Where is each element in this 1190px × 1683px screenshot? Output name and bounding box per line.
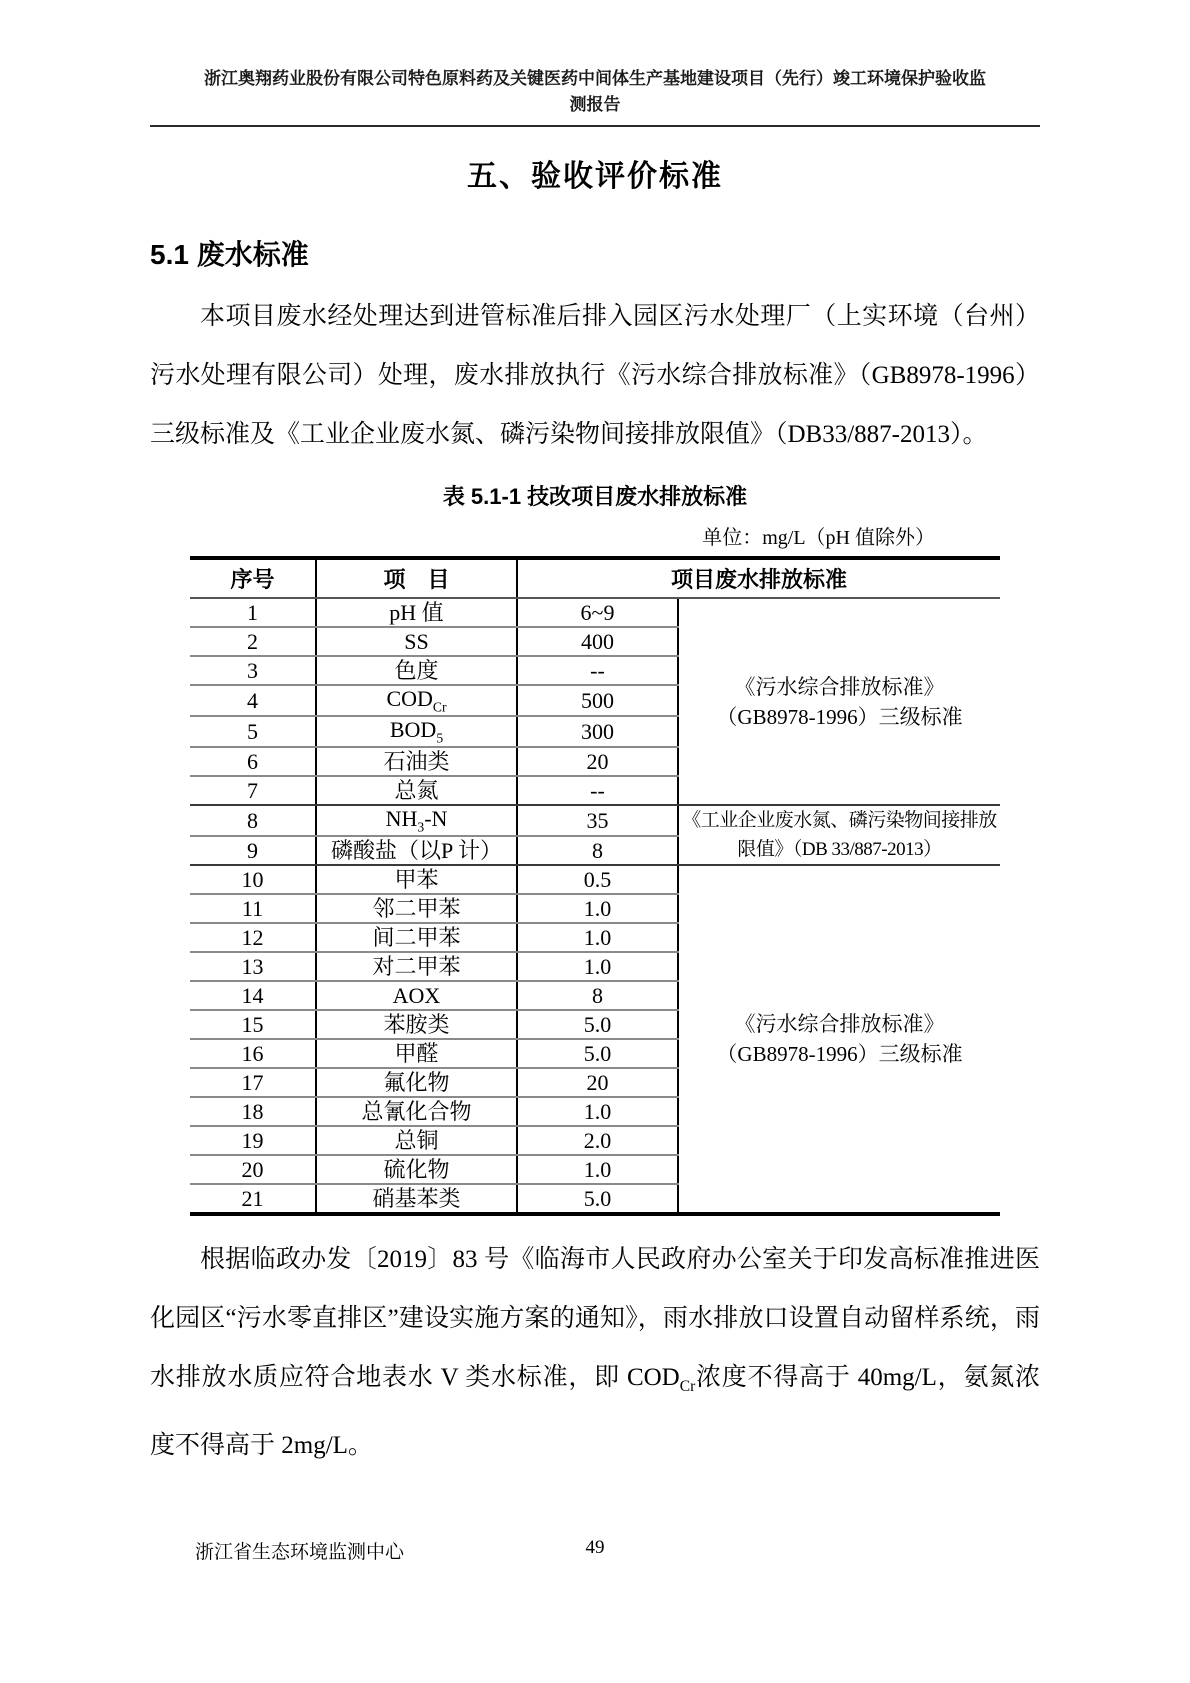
row-item-cell: 硫化物 xyxy=(316,1155,517,1184)
row-no-cell: 19 xyxy=(190,1126,316,1155)
row-item-cell: SS xyxy=(316,627,517,656)
row-no-cell: 1 xyxy=(190,598,316,627)
wastewater-standards-table xyxy=(190,556,1000,1216)
row-item-cell: 磷酸盐（以P 计） xyxy=(316,836,517,865)
row-no-cell: 15 xyxy=(190,1010,316,1039)
row-item-cell: 色度 xyxy=(316,656,517,685)
row-value-cell: 6~9 xyxy=(517,598,678,627)
row-no-cell: 8 xyxy=(190,805,316,836)
row-value-cell: 1.0 xyxy=(517,952,678,981)
row-item-cell: $COD_{Cr}$ xyxy=(316,685,517,716)
row-value-cell: -- xyxy=(517,656,678,685)
row-no-cell: 10 xyxy=(190,865,316,894)
row-value-cell: 0.5 xyxy=(517,865,678,894)
row-value-cell: 5.0 xyxy=(517,1010,678,1039)
table-caption: 表 5.1-1 技改项目废水排放标准 xyxy=(442,484,748,509)
standards-table-body xyxy=(190,598,1000,1214)
row-item-cell: 间二甲苯 xyxy=(316,923,517,952)
standard-text-line: 《污水综合排放标准》 xyxy=(734,1012,945,1037)
unit-note: 单位：mg/L（pH 值除外） xyxy=(702,527,935,549)
column-header-item: 项 目 xyxy=(316,558,517,598)
row-no-cell: 18 xyxy=(190,1097,316,1126)
row-value-cell: 300 xyxy=(517,716,678,747)
row-item-cell: 总氰化合物 xyxy=(316,1097,517,1126)
row-value-cell: 500 xyxy=(517,685,678,716)
row-value-cell: 1.0 xyxy=(517,1155,678,1184)
standard-text-line: 限值》（DB 33/887-2013） xyxy=(737,839,942,861)
row-value-cell: 35 xyxy=(517,805,678,836)
header-rule xyxy=(150,125,1040,127)
paragraph-rainwater-part1: 根据临政办发〔2019〕83 号《临海市人民政府办公室关于印发高标准推进医化园区“污水零直排区”建设实施方案的通知》，雨水排放口设置自动留样系统，雨水排放水质应符合地表水 V 类水标准，即 COD xyxy=(150,1246,1040,1392)
page-title: 五、验收评价标准 xyxy=(467,160,723,193)
row-no-cell: 12 xyxy=(190,923,316,952)
paragraph-rainwater xyxy=(150,1230,1040,1475)
standard-text-line: （GB8978-1996）三级标准 xyxy=(716,1042,963,1067)
row-value-cell: 1.0 xyxy=(517,923,678,952)
row-no-cell: 20 xyxy=(190,1155,316,1184)
paragraph-wastewater-intro: 本项目废水经处理达到进管标准后排入园区污水处理厂（上实环境（台州）污水处理有限公司）处理，废水排放执行《污水综合排放标准》（GB8978-1996）三级标准及《工业企业废水氮、磷污染物间接排放限值》（DB33/887-2013）。 xyxy=(150,303,1040,448)
row-value-cell: 5.0 xyxy=(517,1184,678,1214)
page-content xyxy=(150,0,1040,1475)
standard-text-line: 《污水综合排放标准》 xyxy=(734,674,945,699)
row-item-cell: pH 值 xyxy=(316,598,517,627)
row-value-cell: 400 xyxy=(517,627,678,656)
row-no-cell: 21 xyxy=(190,1184,316,1214)
table-row xyxy=(190,598,1000,627)
paragraph-rainwater-part2: 浓度不得高于 40mg/L，氨氮浓度不得高于 2mg/L。 xyxy=(150,1364,1040,1460)
item-subscript: Cr xyxy=(432,699,447,715)
row-no-cell: 11 xyxy=(190,894,316,923)
row-item-cell: 氟化物 xyxy=(316,1068,517,1097)
row-value-cell: 20 xyxy=(517,1068,678,1097)
row-item-cell: 甲醛 xyxy=(316,1039,517,1068)
section-heading: 5.1 废水标准 xyxy=(150,239,309,270)
row-item-cell: $BOD_5$ xyxy=(316,716,517,747)
running-header-line1: 浙江奥翔药业股份有限公司特色原料药及关键医药中间体生产基地建设项目（先行）竣工环境保护验收监 xyxy=(204,69,986,88)
row-no-cell: 2 xyxy=(190,627,316,656)
standard-text-line: （GB8978-1996）三级标准 xyxy=(716,704,963,729)
row-no-cell: 14 xyxy=(190,981,316,1010)
column-header-no: 序号 xyxy=(190,558,316,598)
row-item-cell: AOX xyxy=(316,981,517,1010)
row-no-cell: 4 xyxy=(190,685,316,716)
row-value-cell: 20 xyxy=(517,747,678,776)
row-no-cell: 17 xyxy=(190,1068,316,1097)
row-value-cell: 5.0 xyxy=(517,1039,678,1068)
footer-organization: 浙江省生态环境监测中心 xyxy=(195,1542,405,1563)
row-value-cell: 8 xyxy=(517,836,678,865)
row-no-cell: 9 xyxy=(190,836,316,865)
standard-cell xyxy=(678,865,1000,1214)
row-item-cell: 甲苯 xyxy=(316,865,517,894)
row-no-cell: 6 xyxy=(190,747,316,776)
running-header-line2: 测报告 xyxy=(569,95,621,114)
row-item-cell: 硝基苯类 xyxy=(316,1184,517,1214)
row-value-cell: 2.0 xyxy=(517,1126,678,1155)
standard-cell xyxy=(678,598,1000,805)
row-item-cell: 对二甲苯 xyxy=(316,952,517,981)
standard-text-line: 《工业企业废水氮、磷污染物间接排放 xyxy=(682,810,997,832)
row-no-cell: 16 xyxy=(190,1039,316,1068)
row-no-cell: 7 xyxy=(190,776,316,805)
row-item-cell: 总铜 xyxy=(316,1126,517,1155)
row-item-cell: $NH_3-N$ xyxy=(316,805,517,836)
row-no-cell: 5 xyxy=(190,716,316,747)
table-row xyxy=(190,805,1000,836)
row-no-cell: 3 xyxy=(190,656,316,685)
page-number: 49 xyxy=(585,1537,605,1558)
standard-cell xyxy=(678,805,1000,865)
row-item-cell: 邻二甲苯 xyxy=(316,894,517,923)
item-subscript: 3 xyxy=(417,819,425,835)
row-item-cell: 石油类 xyxy=(316,747,517,776)
row-item-cell: 苯胺类 xyxy=(316,1010,517,1039)
row-value-cell: 1.0 xyxy=(517,894,678,923)
running-header xyxy=(150,0,1040,118)
cod-subscript: Cr xyxy=(679,1378,696,1396)
table-header-row xyxy=(190,558,1000,598)
row-value-cell: 1.0 xyxy=(517,1097,678,1126)
column-header-standard: 项目废水排放标准 xyxy=(517,558,1000,598)
row-no-cell: 13 xyxy=(190,952,316,981)
table-row xyxy=(190,865,1000,894)
row-value-cell: -- xyxy=(517,776,678,805)
row-value-cell: 8 xyxy=(517,981,678,1010)
row-item-cell: 总氮 xyxy=(316,776,517,805)
item-subscript: 5 xyxy=(436,730,444,746)
